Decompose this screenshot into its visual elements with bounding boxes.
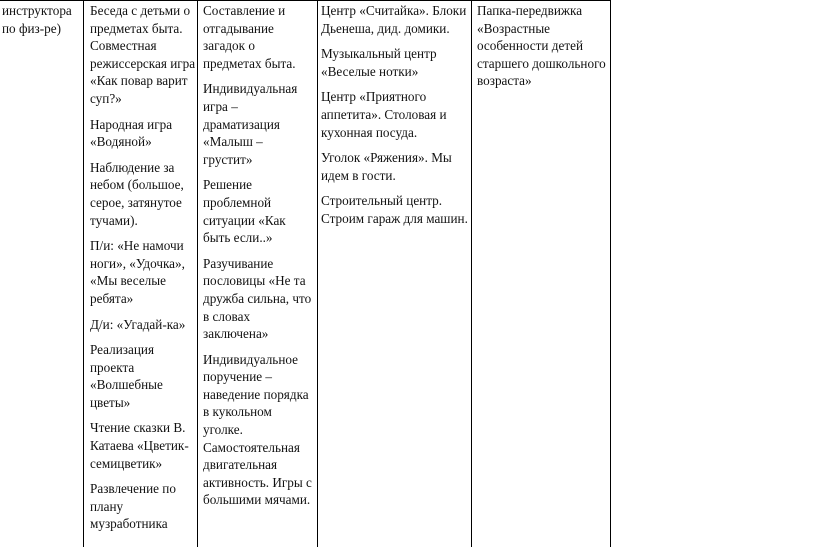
paragraph: Развлечение по плану музработника — [90, 481, 176, 532]
paragraph: Беседа с детьми о предметах быта. Совместная режиссерская игра «Как повар варит суп?» — [90, 3, 196, 106]
paragraph: П/и: «Не намочи ноги», «Удочка», «Мы веселые ребята» — [90, 238, 185, 306]
paragraph: Строительный центр. Строим гараж для машин. — [321, 193, 468, 226]
table-top-border — [0, 0, 611, 1]
column-border — [471, 0, 472, 547]
paragraph: Музыкальный центр «Веселые нотки» — [321, 46, 437, 79]
cell-activities — [90, 2, 200, 541]
paragraph: Центр «Приятного аппетита». Столовая и кухонная посуда. — [321, 89, 447, 140]
paragraph: Наблюдение за небом (большое, серое, затянутое тучами). — [90, 159, 184, 228]
paragraph: Народная игра «Водяной» — [90, 116, 173, 150]
paragraph: Чтение сказки В. Катаева «Цветик-семицветик» — [90, 420, 189, 471]
column-border — [610, 0, 611, 547]
cell-parents — [477, 2, 607, 98]
paragraph: Составление и отгадывание загадок о предметах быта. — [203, 3, 296, 71]
cell-instructor — [2, 2, 82, 45]
paragraph: Разучивание пословицы «Не та дружба сильна, что в словах заключена» — [203, 255, 312, 342]
paragraph: инструктора по физ-ре) — [2, 3, 72, 36]
cell-environment — [321, 2, 471, 236]
column-border — [317, 0, 318, 547]
paragraph: Индивидуальное поручение – наведение порядка в кукольном уголке. Самостоятельная двигательная активность. Игры с большими мячами. — [203, 351, 312, 508]
paragraph: Решение проблемной ситуации «Как быть если..» — [203, 177, 286, 246]
paragraph: Д/и: «Угадай-ка» — [90, 316, 186, 332]
paragraph: Уголок «Ряжения». Мы идем в гости. — [321, 150, 452, 183]
cell-individual-work — [203, 2, 313, 517]
paragraph: Реализация проекта «Волшебные цветы» — [90, 342, 163, 410]
paragraph: Индивидуальная игра – драматизация «Малыш – грустит» — [203, 81, 298, 167]
paragraph: Папка-передвижка «Возрастные особенности детей старшего дошкольного возраста» — [477, 3, 606, 89]
column-border — [83, 0, 84, 547]
paragraph: Центр «Считайка». Блоки Дьенеша, дид. домики. — [321, 3, 467, 36]
